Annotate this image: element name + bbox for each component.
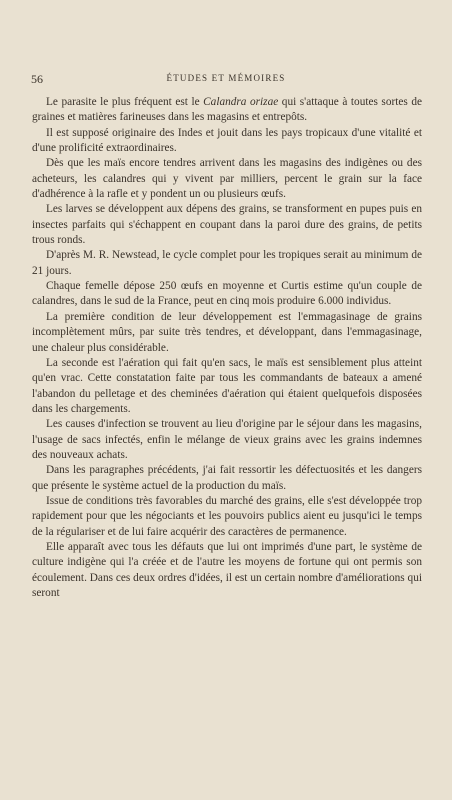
paragraph-defects: Dans les paragraphes précédents, j'ai fait ressortir les défectuosités et les dangers que présente le système actuel de la production du maïs. bbox=[32, 464, 422, 492]
paragraph-cycle: D'après M. R. Newstead, le cycle complet pour les tropiques serait au minimum de 21 jours. bbox=[32, 249, 422, 277]
paragraph-market: Issue de conditions très favorables du marché des grains, elle s'est développée trop rapidement pour que les négociants et les pouvoirs publics aient eu jusqu'ici le temps de la régulariser et de lui faire acquérir des caractères de permanence. bbox=[32, 494, 422, 538]
running-head bbox=[31, 72, 421, 86]
body-text bbox=[32, 95, 422, 601]
paragraph-calandra: Le parasite le plus fréquent est le Calandra orizae qui s'attaque à toutes sortes de graines et matières farineuses dans les magasins et entrepôts. bbox=[32, 96, 422, 124]
paragraph-improvements: Elle apparaît avec tous les défauts que lui ont imprimés d'une part, le système de culture indigène qui l'a créée et de l'autre les moyens de fortune qui ont permis son écoulement. Dans ces deux ordres d'idées, il est un certain nombre d'améliorations qui seront bbox=[32, 540, 422, 599]
page-number: 56 bbox=[31, 72, 43, 86]
species-name: Calandra orizae bbox=[203, 96, 279, 108]
running-title: ÉTUDES ET MÉMOIRES bbox=[166, 73, 286, 83]
paragraph-first-condition: La première condition de leur développement est l'emmagasinage de grains incomplètement mûrs, par suite très tendres, et développant, dans l'emmagasinage, une chaleur plus considérable. bbox=[32, 310, 422, 354]
paragraph-infection-causes: Les causes d'infection se trouvent au lieu d'origine par le séjour dans les magasins, l'usage de sacs infectés, enfin le mélange de vieux grains avec les grains indemnes des nouveaux achats. bbox=[32, 418, 422, 461]
paragraph-second-condition: La seconde est l'aération qui fait qu'en sacs, le maïs est sensiblement plus atteint qu'en vrac. Cette constatation faite par tous les commandants de bateaux a amené l'abandon du pelletage et des cheminées d'aération qui étaient quelquefois disposées dans les chargements. bbox=[32, 356, 422, 415]
paragraph-origin: Il est supposé originaire des Indes et jouit dans les pays tropicaux d'une vitalité et d'une prolificité extraordinaires. bbox=[32, 126, 422, 155]
paragraph-larvae: Les larves se développent aux dépens des grains, se transforment en pupes puis en insectes parfaits qui s'échappent en coupant dans la paroi dure des grains, de petits trous ronds. bbox=[32, 203, 422, 247]
paragraph-infestation: Dès que les maïs encore tendres arrivent dans les magasins des indigènes ou des acheteurs, les calandres qui y vivent par milliers, percent le grain sur la face d'adhérence à la rafle et y pondent un ou plusieurs œufs. bbox=[32, 157, 422, 201]
paragraph-reproduction: Chaque femelle dépose 250 œufs en moyenne et Curtis estime qu'un couple de calandres, dans le sud de la France, peut en cinq mois produire 6.000 individus. bbox=[32, 280, 422, 308]
